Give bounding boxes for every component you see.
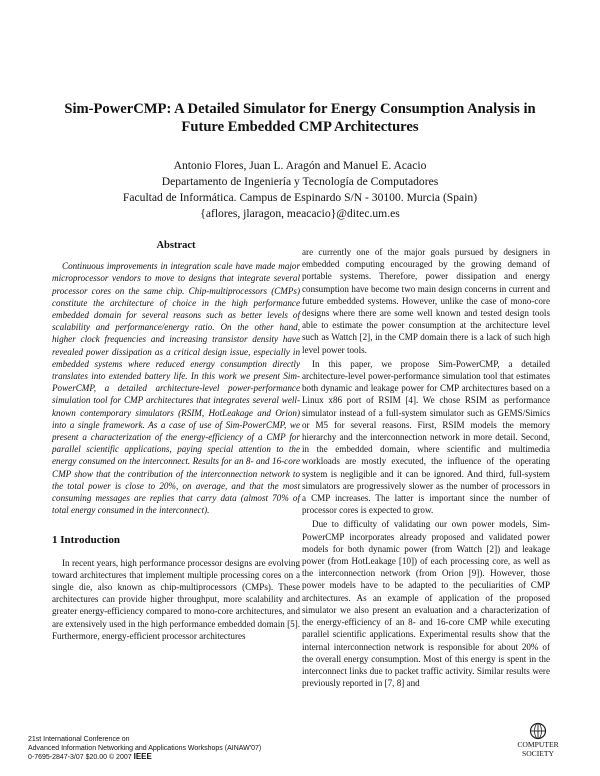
logo-text-computer: COMPUTER	[517, 740, 559, 749]
abstract-heading: Abstract	[156, 240, 196, 251]
paper-title	[40, 100, 560, 136]
conference-footer	[28, 736, 261, 763]
affiliation-department: Departamento de Ingeniería y Tecnología de Computadores	[161, 175, 439, 188]
logo-text-society: SOCIETY	[521, 749, 555, 758]
introduction-paragraph: In recent years, high performance processor designs are evolving toward architectures that implement multiple processing cores on a single die, also known as chip-multiprocessors (CMPs). These architectures can provide higher throughput, more scalability and greater energy-efficiency compared to mono-core architectures, and are extensively used in the high performance embedded domain [5]. Furthermore, energy-efficient processor architectures	[52, 557, 300, 641]
title-line-1: Sim-PowerCMP: A Detailed Simulator for Energy Consumption Analysis in	[64, 101, 536, 117]
computer-society-emblem-icon	[527, 722, 549, 740]
ieee-label: IEEE	[133, 752, 152, 762]
right-paragraph-1: are currently one of the major goals pursued by designers in embedded computing encouraged by the growing demand of portable systems. Therefore, power dissipation and energy consumption have become two main design concerns in current and future embedded systems. However, unlike the case of mono-core designs where there are some well known and tested design tools able to estimate the power consumption at the architecture level such as Wattch [2], in the CMP domain there is a lack of such high level power tools.	[302, 247, 550, 355]
author-emails: {aflores, jlaragon, meacacio}@ditec.um.es	[200, 207, 400, 220]
abstract-text: Continuous improvements in integration scale have made major microprocessor vendors to move to designs that integrate several processor cores on the same chip. Chip-multiprocessors (CMPs) constitute the architecture of choice in the high performance embedded domain for several reasons such as better levels of scalability and performance/energy ratio. On the other hand, higher clock frequencies and increasing transistor density have revealed power dissipation as a critical design issue, especially in embedded systems where reduced energy consumption directly translates into extended battery life. In this work we present Sim-PowerCMP, a detailed architecture-level power-performance simulation tool for CMP architectures that integrates several well-known contemporary simulators (RSIM, HotLeakage and Orion) into a single framework. As a case of use of Sim-PowerCMP, we present a characterization of the energy-efficiency of a CMP for parallel scientific applications, paying special attention to the energy consumed on the interconnect. Results for an 8- and 16-core CMP show that the contribution of the interconnection network to the total power is close to 20%, on average, and that the most consuming messages are replies that carry data (almost 70% of total energy consumed in the interconnect).	[52, 261, 300, 516]
author-block	[40, 158, 560, 222]
footer-line-3	[28, 753, 261, 763]
introduction-heading: 1 Introduction	[52, 534, 120, 547]
footer-line-2: Advanced Information Networking and Applications Workshops (AINAW'07)	[28, 744, 262, 752]
right-column	[302, 246, 550, 691]
author-names: Antonio Flores, Juan L. Aragón and Manuel E. Acacio	[173, 159, 427, 172]
title-line-2: Future Embedded CMP Architectures	[181, 119, 419, 135]
left-column	[52, 240, 300, 644]
footer-line-1: 21st International Conference on	[28, 736, 130, 743]
right-paragraph-2: In this paper, we propose Sim-PowerCMP, a detailed architecture-level power-performance simulation tool that estimates both dynamic and leakage power for CMP architectures based on a Linux x86 port of RSIM [4]. We chose RSIM as performance simulator instead of a full-system simulator such as GEMS/Simics or M5 for several reasons. First, RSIM models the memory hierarchy and the interconnection network in more detail. Second, in the embedded domain, where scientific and multimedia workloads are mostly executed, the influence of the operating system is negligible and it can be ignored. And third, full-system simulators are progressively slower as the number of processors in a CMP increases. The latter is important since the number of processor cores is expected to grow.	[302, 358, 550, 516]
affiliation-faculty: Facultad de Informática. Campus de Espinardo S/N - 30100. Murcia (Spain)	[122, 191, 478, 204]
computer-society-logo	[498, 722, 578, 766]
right-paragraph-3: Due to difficulty of validating our own power models, Sim-PowerCMP incorporates already proposed and validated power models for both dynamic power (from Wattch [2]) and leakage power (from HotLeakage [10]) of each processing core, as well as the interconnection network (from Orion [9]). However, those power models have to be adapted to the peculiarities of CMP architectures. As an example of application of the proposed simulator we also present an evaluation and a characterization of the energy-efficiency of an 8- and 16-core CMP while executing parallel scientific applications. Experimental results show that the internal interconnection network is responsible for about 20% of the overall energy consumption. Most of this energy is spent in the interconnect links due to packet traffic activity. Similar results were previously reported in [7, 8] and	[302, 519, 550, 689]
footer-copyright: 0-7695-2847-3/07 $20.00 © 2007	[28, 754, 132, 762]
